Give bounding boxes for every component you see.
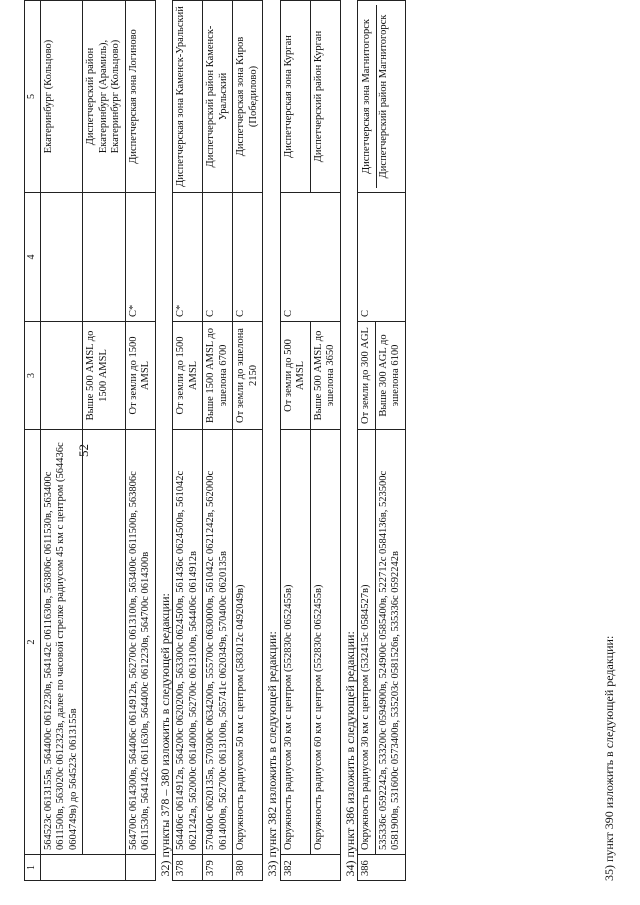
table-row — [40, 1, 83, 881]
page-number: 52 — [76, 444, 91, 457]
table-row — [173, 1, 203, 881]
table-row — [233, 1, 263, 881]
row-number-cell: 379 — [203, 855, 233, 881]
table-row — [280, 1, 310, 881]
table-row — [125, 1, 155, 881]
zone-line: Диспетчерская зона Магнитогорск — [360, 5, 377, 188]
header-row — [25, 1, 41, 881]
row-number-cell: 380 — [233, 855, 263, 881]
table-row — [310, 1, 340, 881]
column-header-5: 5 — [25, 1, 41, 193]
class-cell — [83, 193, 126, 322]
zone-line: Диспетчерский район Магнитогорск — [377, 14, 389, 179]
class-cell: C — [358, 193, 406, 322]
zone-stack — [360, 5, 392, 188]
heights-cell: От земли до 500 AMSL — [280, 322, 310, 430]
class-cell: C* — [125, 193, 155, 322]
coords-cell: 564406с 0614912в, 564200с 0620200в, 563300с 0624500в, 561436с 0624500в, 561042с 0621242в, 562000с 0614000в, 562700с 0613100в, 564406с 0614912в — [173, 430, 203, 855]
coords-cell: 564700с 0614300в, 564406с 0614912в, 562700с 0613100в, 563400с 0611500в, 563806с 0611530в, 564142с 0611630в, 564400с 0612230в, 564700с 0614300в — [125, 430, 155, 855]
coords-cell: 564523с 0613155в, 564400с 0612230в, 564142с 0611630в, 563806с 0611530в, 563400с 0611500в, 563020с 0612323в, далее по часовой стрелке радиусом 45 км с центром (564436с 0604749в) до 564523с 0613155в — [40, 430, 83, 855]
zone-cell: Диспетчерский район Каменск-Уральский — [203, 1, 233, 193]
zone-cell: Диспетчерская зона Курган — [280, 1, 310, 193]
column-header-3: 3 — [25, 322, 41, 430]
column-header-2: 2 — [25, 430, 41, 855]
row-number-cell — [40, 855, 125, 881]
class-cell: C — [280, 193, 340, 322]
coords-cell — [83, 430, 126, 855]
section-heading-35: 35) пункт 390 изложить в следующей редакции: — [602, 635, 616, 881]
section-heading-row — [263, 1, 281, 881]
heights-cell: Выше 500 AMSL до эшелона 3650 — [310, 322, 340, 430]
heights-cell: От земли до эшелона 2150 — [233, 322, 263, 430]
table-row — [83, 1, 126, 881]
zone-cell: Диспетчерская зона Логиново — [125, 1, 155, 193]
section-heading-row — [155, 1, 173, 881]
row-number-cell — [125, 855, 155, 881]
zone-line: Екатеринбург (Арамиль), — [97, 39, 109, 154]
coords-cell: Окружность радиусом 30 км с центром (552830с 0652455в) — [280, 430, 310, 855]
coords-cell: Окружность радиусом 50 км с центром (583012с 0492049в) — [233, 430, 263, 855]
zone-cell: Диспетчерская зона Киров (Победилово) — [233, 1, 263, 193]
coords-cell: 535336с 0592242в, 533200с 0594900в, 524900с 0585400в, 522712с 0584136в, 523500с 0581900в, 531600с 0573400в, 535203с 0581526в, 535336с 0592242в — [375, 430, 405, 855]
column-header-1: 1 — [25, 855, 41, 881]
coords-cell: Окружность радиусом 60 км с центром (552830с 0652455в) — [310, 430, 340, 855]
section-heading-33: 33) пункт 382 изложить в следующей редакции: — [263, 1, 281, 881]
heights-cell: Выше 1500 AMSL до эшелона 6700 — [203, 322, 233, 430]
table-row — [203, 1, 233, 881]
column-header-4: 4 — [25, 193, 41, 322]
heights-cell: Выше 300 AGL до эшелона 6100 — [375, 322, 405, 430]
section-heading-row — [340, 1, 358, 881]
section-heading-32: 32) пункты 378 – 380 изложить в следующей редакции: — [155, 1, 173, 881]
zone-cell: Диспетчерская зона Каменск-Уральский — [173, 1, 203, 193]
zone-line: Диспетчерский район — [85, 47, 96, 146]
table-row — [358, 1, 376, 881]
row-number-cell: 382 — [280, 855, 340, 881]
coords-cell: 570400с 0620135в, 570300с 0634200в, 555700с 0630000в, 561042с 0621242в, 562000с 0614000в, 562700с 0613100в, 565741с 0620349в, 570400с 0620135в — [203, 430, 233, 855]
class-cell — [40, 193, 83, 322]
zone-cell — [358, 1, 406, 193]
airspace-table — [24, 0, 406, 881]
heights-cell: Выше 500 AMSL до 1500 AMSL — [83, 322, 126, 430]
zone-cell: Диспетчерский район Курган — [310, 1, 340, 193]
zone-cell — [83, 1, 126, 193]
heights-cell: От земли до 300 AGL — [358, 322, 376, 430]
heights-cell: От земли до 1500 AMSL — [173, 322, 203, 430]
coords-cell: Окружность радиусом 30 км с центром (532415с 0584527в) — [358, 430, 376, 855]
class-cell: C* — [173, 193, 203, 322]
zone-line: Екатеринбург (Кольцово) — [110, 39, 121, 154]
class-cell: C — [203, 193, 233, 322]
row-number-cell: 386 — [358, 855, 406, 881]
section-heading-34: 34) пункт 386 изложить в следующей редакции: — [340, 1, 358, 881]
zone-cell: Екатеринбург (Кольцово) — [40, 1, 83, 193]
class-cell: C — [233, 193, 263, 322]
heights-cell: От земли до 1500 AMSL — [125, 322, 155, 430]
row-number-cell: 378 — [173, 855, 203, 881]
heights-cell — [40, 322, 83, 430]
